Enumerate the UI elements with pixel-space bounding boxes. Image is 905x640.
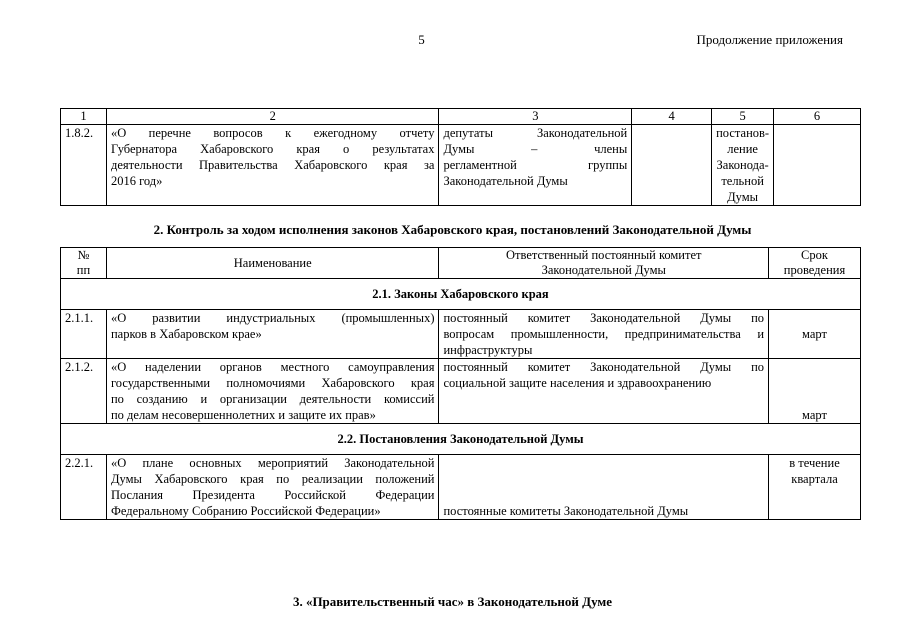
column-number: 5 xyxy=(712,109,774,125)
item-responsible: постоянные комитеты Законодательной Думы xyxy=(439,455,769,520)
table-row xyxy=(61,125,861,206)
table-row xyxy=(61,359,861,424)
item-name: «О развитии индустриальных (промышленных) парков в Хабаровском крае» xyxy=(106,310,439,359)
row-number: 2.1.2. xyxy=(61,359,107,424)
column-number: 2 xyxy=(106,109,438,125)
item-name: «О наделении органов местного самоуправления государственными полномочиями Хабаровского края по созданию и организации деятельности комиссий по делам несовершеннолетних и защите их прав» xyxy=(106,359,439,424)
column-number: 1 xyxy=(61,109,107,125)
page-number: 5 xyxy=(418,32,425,47)
item-responsible: депутаты Законодательной Думы – члены регламентной группы Законодательной Думы xyxy=(439,125,632,206)
section-2-title: 2. Контроль за ходом исполнения законов Хабаровского края, постановлений Законодательной Думы xyxy=(153,222,752,237)
column-number-row xyxy=(61,109,861,125)
item-name: «О плане основных мероприятий Законодательной Думы Хабаровского края по реализации положений Послания Президента Российской Федерации Федеральному Собранию Российской Федерации» xyxy=(106,455,439,520)
header-term: Срок проведения xyxy=(769,248,861,279)
item-name: «О перечне вопросов к ежегодному отчету Губернатора Хабаровского края о результатах деятельности Правительства Хабаровского края за 2016 год» xyxy=(106,125,438,206)
table-row xyxy=(61,455,861,520)
row-number: 1.8.2. xyxy=(61,125,107,206)
header-name: Наименование xyxy=(106,248,439,279)
item-col4 xyxy=(632,125,712,206)
column-number: 6 xyxy=(774,109,861,125)
subsection-2-1-title: 2.1. Законы Хабаровского края xyxy=(61,279,861,310)
item-form: постанов- ление Законода- тельной Думы xyxy=(712,125,774,206)
column-number: 4 xyxy=(632,109,712,125)
header-responsible: Ответственный постоянный комитет Законодательной Думы xyxy=(439,248,769,279)
header-num: № пп xyxy=(61,248,107,279)
item-term: март xyxy=(769,359,861,424)
subsection-row xyxy=(61,279,861,310)
control-table xyxy=(60,247,861,520)
table-row xyxy=(61,310,861,359)
row-number: 2.2.1. xyxy=(61,455,107,520)
item-term: в течение квартала xyxy=(769,455,861,520)
plan-table-continued xyxy=(60,108,861,206)
item-col6 xyxy=(774,125,861,206)
item-responsible: постоянный комитет Законодательной Думы по вопросам промышленности, предпринимательства и инфраструктуры xyxy=(439,310,769,359)
item-term: март xyxy=(769,310,861,359)
column-number: 3 xyxy=(439,109,632,125)
item-responsible: постоянный комитет Законодательной Думы по социальной защите населения и здравоохранению xyxy=(439,359,769,424)
header-row xyxy=(61,248,861,279)
row-number: 2.1.1. xyxy=(61,310,107,359)
subsection-2-2-title: 2.2. Постановления Законодательной Думы xyxy=(61,424,861,455)
section-3-title: 3. «Правительственный час» в Законодательной Думе xyxy=(292,594,613,609)
continuation-label: Продолжение приложения xyxy=(696,32,843,47)
subsection-row xyxy=(61,424,861,455)
